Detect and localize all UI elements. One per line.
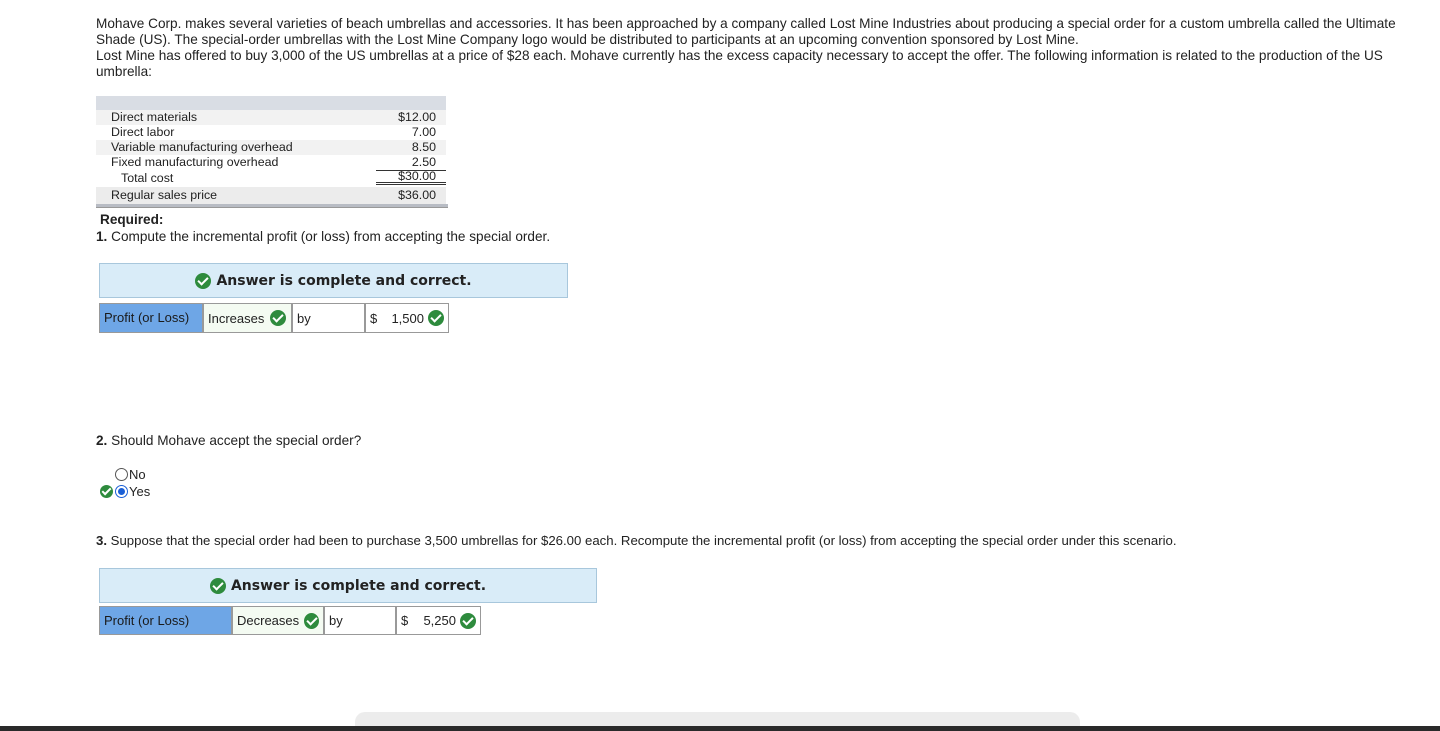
amount-input[interactable] bbox=[396, 606, 481, 635]
required-heading: Required: bbox=[100, 212, 164, 227]
check-icon bbox=[428, 310, 444, 326]
currency-symbol: $ bbox=[370, 310, 378, 326]
check-icon bbox=[304, 613, 319, 629]
cost-row bbox=[96, 110, 446, 125]
question-2-text: Should Mohave accept the special order? bbox=[111, 433, 362, 448]
cost-row bbox=[96, 125, 446, 140]
direction-value: Decreases bbox=[237, 613, 300, 628]
cost-label: Direct labor bbox=[111, 125, 175, 139]
total-cost-row bbox=[96, 170, 446, 187]
cost-label: Variable manufacturing overhead bbox=[111, 140, 293, 154]
radio-option-no[interactable] bbox=[100, 466, 150, 483]
cost-table-footer bbox=[96, 204, 448, 208]
by-text: by bbox=[329, 613, 343, 628]
window-bottom-edge bbox=[0, 726, 1440, 731]
radio-option-yes[interactable] bbox=[100, 483, 150, 500]
answer-status-text: Answer is complete and correct. bbox=[230, 577, 487, 594]
by-label bbox=[324, 606, 396, 635]
currency-symbol: $ bbox=[401, 613, 409, 628]
total-cost-label: Total cost bbox=[121, 171, 174, 185]
by-label bbox=[292, 303, 365, 333]
radio-no-label: No bbox=[129, 467, 146, 482]
total-cost-value: $30.00 bbox=[376, 169, 446, 185]
cost-label: Direct materials bbox=[111, 110, 198, 124]
answer-status-text: Answer is complete and correct. bbox=[216, 272, 472, 289]
sales-price-label: Regular sales price bbox=[111, 188, 218, 202]
direction-value: Increases bbox=[208, 310, 265, 326]
accept-radio-group bbox=[100, 466, 150, 500]
cost-row bbox=[96, 155, 446, 170]
question-2-number: 2. bbox=[96, 433, 108, 448]
window-shadow bbox=[355, 712, 1080, 726]
amount-value: 5,250 bbox=[423, 613, 456, 628]
question-2 bbox=[96, 433, 361, 448]
answer-status-banner bbox=[99, 263, 568, 298]
cost-table bbox=[96, 96, 446, 208]
profit-loss-label-text: Profit (or Loss) bbox=[104, 612, 190, 628]
question-3-text: Suppose that the special order had been to purchase 3,500 umbrellas for $26.00 each. Recompute the incremental profit (or loss) from accepting the special order under this scenario. bbox=[110, 533, 1177, 548]
question-1 bbox=[96, 229, 550, 244]
question-3-number: 3. bbox=[96, 533, 107, 548]
sales-price-row bbox=[96, 187, 446, 204]
profit-loss-label-text: Profit (or Loss) bbox=[104, 310, 190, 325]
cost-value: $12.00 bbox=[398, 110, 436, 124]
check-icon bbox=[460, 613, 476, 629]
check-icon bbox=[100, 485, 113, 498]
profit-loss-label bbox=[99, 303, 203, 333]
radio-yes-label: Yes bbox=[129, 484, 151, 499]
cost-value: 2.50 bbox=[376, 155, 446, 171]
by-text: by bbox=[297, 310, 311, 326]
question-1-text: Compute the incremental profit (or loss) from accepting the special order. bbox=[111, 229, 551, 244]
cost-table-header bbox=[96, 96, 446, 110]
profit-loss-label bbox=[99, 606, 232, 635]
intro-paragraph-1: Mohave Corp. makes several varieties of beach umbrellas and accessories. It has been approached by a company called Lost Mine Industries about producing a special order for a custom umbrella called the Ultimate Shade (US). The special-order umbrellas with the Lost Mine Company logo would be distributed to participants at an upcoming convention sponsored by Lost Mine. bbox=[96, 16, 1396, 47]
cost-value: 7.00 bbox=[411, 125, 436, 139]
answer-row-q1 bbox=[99, 303, 449, 333]
cost-value: 8.50 bbox=[411, 140, 436, 154]
check-icon bbox=[270, 310, 286, 326]
direction-select[interactable] bbox=[203, 303, 292, 333]
radio-no[interactable] bbox=[115, 468, 128, 481]
check-icon bbox=[195, 273, 211, 289]
problem-intro bbox=[96, 16, 1432, 80]
amount-value: 1,500 bbox=[391, 310, 424, 326]
answer-row-q3 bbox=[99, 606, 481, 635]
sales-price-value: $36.00 bbox=[398, 188, 436, 202]
cost-label: Fixed manufacturing overhead bbox=[111, 155, 279, 169]
intro-paragraph-2: Lost Mine has offered to buy 3,000 of the US umbrellas at a price of $28 each. Mohave currently has the excess capacity necessary to accept the offer. The following information is related to the production of the US umbrella: bbox=[96, 48, 1383, 79]
answer-status-banner bbox=[99, 568, 597, 603]
radio-yes[interactable] bbox=[115, 485, 128, 498]
cost-row bbox=[96, 140, 446, 155]
direction-select[interactable] bbox=[232, 606, 324, 635]
check-icon bbox=[210, 578, 226, 594]
question-1-number: 1. bbox=[96, 229, 108, 244]
question-3 bbox=[96, 533, 1177, 548]
amount-input[interactable] bbox=[365, 303, 449, 333]
